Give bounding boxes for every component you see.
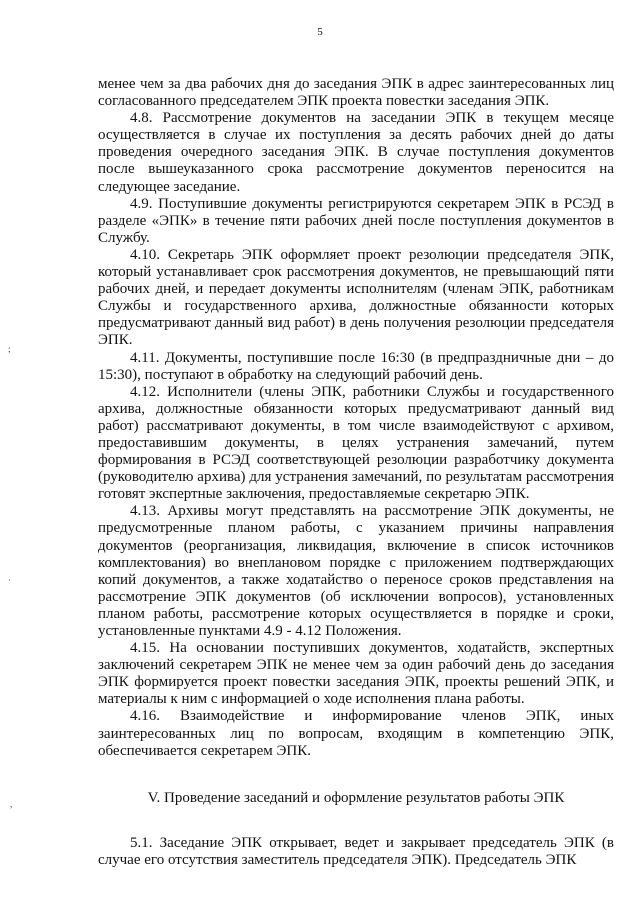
paragraph-4-11: 4.11. Документы, поступившие после 16:30 (в предпраздничные дни – до 15:30), поступают в обработку на следующий рабочий день. bbox=[98, 349, 614, 383]
document-body bbox=[98, 76, 614, 869]
paragraph-4-10: 4.10. Секретарь ЭПК оформляет проект резолюции председателя ЭПК, который устанавливает срок рассмотрения документов, не превышающий пяти рабочих дней, и передает документы исполнителям (членам ЭПК, работникам Службы и государственного архива, должностные обязанности которых предусматривают данный вид работ) в день получения резолюции председателя ЭПК. bbox=[98, 246, 614, 349]
paragraph-4-12: 4.12. Исполнители (члены ЭПК, работники Службы и государственного архива, должностные обязанности которых предусматривают данный вид работ) рассматривают документы, в том числе взаимодействуют с архивом, предоставившим документы, в целях устранения замечаний, путем формирования в РСЭД соответствующей резолюции разработчику документа (руководителю архива) для устранения замечаний, по результатам рассмотрения готовят экспертные заключения, предоставляемые секретарю ЭПК. bbox=[98, 383, 614, 503]
paragraph-5-1: 5.1. Заседание ЭПК открывает, ведет и закрывает председатель ЭПК (в случае его отсутствия заместитель председателя ЭПК). Председатель ЭПК bbox=[98, 834, 614, 868]
page-number: 5 bbox=[317, 26, 323, 38]
paragraph-4-13: 4.13. Архивы могут представлять на рассмотрение ЭПК документы, не предусмотренные планом работы, с указанием причины направления документов (реорганизация, ликвидация, включение в список источников комплектования) во внеплановом порядке с приложением подтверждающих копий документов, а также ходатайство о переносе сроков представления на рассмотрение ЭПК документов (об исключении вопросов), установленных планом работы, рассмотрение которых осуществляется в порядке и сроки, установленные пунктами 4.9 - 4.12 Положения. bbox=[98, 503, 614, 639]
section-heading: V. Проведение заседаний и оформление результатов работы ЭПК bbox=[147, 789, 565, 806]
paragraph-4-8: 4.8. Рассмотрение документов на заседании ЭПК в текущем месяце осуществляется в случае их поступления за десять рабочих дней до даты проведения очередного заседания ЭПК. В случае поступления документов после вышеуказанного срока рассмотрение документов переносится на следующее заседание. bbox=[98, 110, 614, 195]
paragraph-4-9: 4.9. Поступившие документы регистрируются секретарем ЭПК в РСЭД в разделе «ЭПК» в течение пяти рабочих дней после поступления документов в Службу. bbox=[98, 195, 614, 246]
paragraph-4-15: 4.15. На основании поступивших документов, ходатайств, экспертных заключений секретарем ЭПК не менее чем за один рабочий день до заседания ЭПК формируется проект повестки заседания ЭПК, проекты решений ЭПК, и материалы к ним с информацией о ходе исполнения плана работы. bbox=[98, 640, 614, 708]
scan-mark-3: , bbox=[10, 799, 13, 809]
scan-mark-1: ; bbox=[8, 344, 11, 354]
paragraph-continuation: менее чем за два рабочих дня до заседания ЭПК в адрес заинтересованных лиц согласованного председателем ЭПК проекта повестки заседания ЭПК. bbox=[98, 76, 614, 110]
paragraph-4-16: 4.16. Взаимодействие и информирование членов ЭПК, иных заинтересованных лиц по вопросам, входящим в компетенцию ЭПК, обеспечивается секретарем ЭПК. bbox=[98, 708, 614, 759]
scan-mark-2: · bbox=[8, 575, 11, 585]
